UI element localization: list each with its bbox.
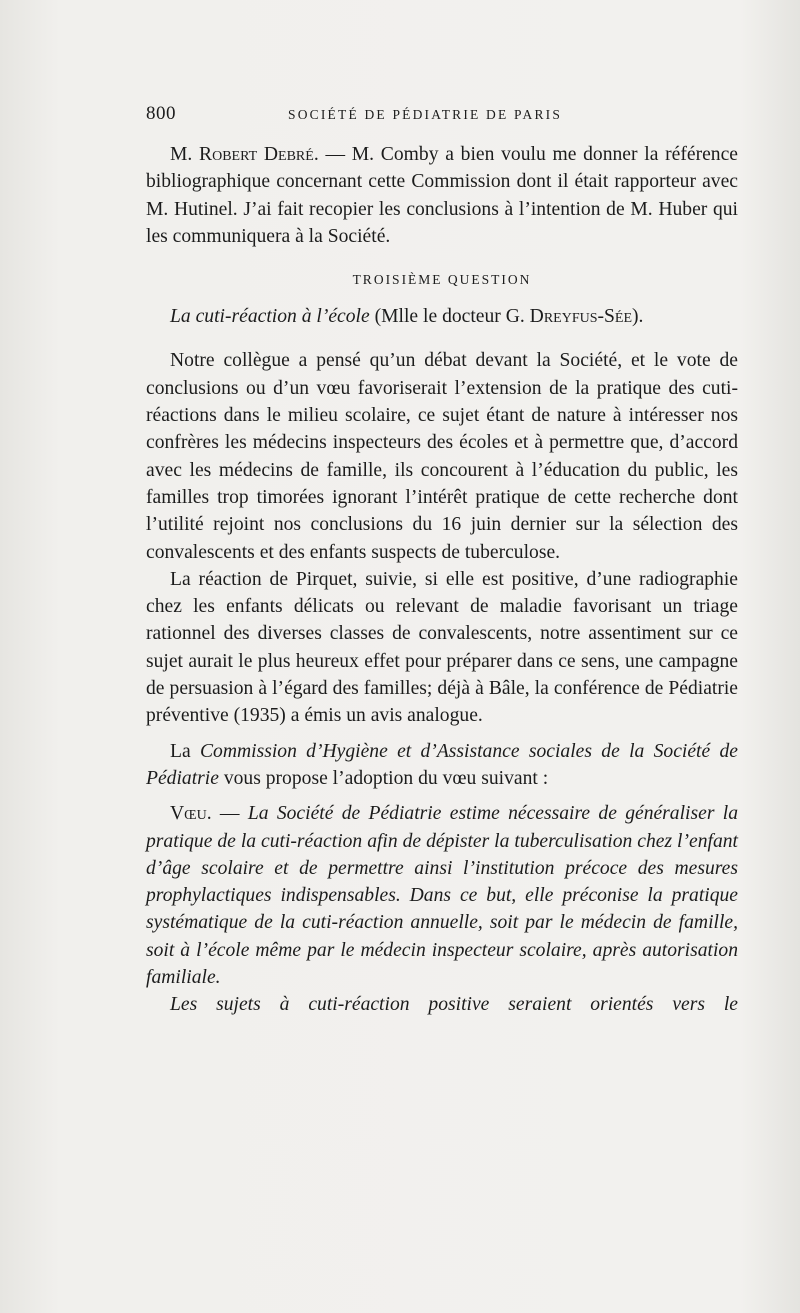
paragraph-pirquet: La réaction de Pirquet, suivie, si elle est positive, d’une radiographie chez les enfants délicats ou relevant de maladie favorisant un triage rationnel des diverses classes de convalescents, notre assentiment sur ce sujet aurait le plus heureux effet pour préparer dans ce sens, une campagne de persuasion à l’égard des familles; déjà à Bâle, la conférence de Pédiatrie préventive (1935) a émis un avis analogue. — [146, 568, 738, 727]
question-heading: TROISIÈME QUESTION — [352, 272, 532, 288]
sujets-text: Les sujets à cuti-réaction positive seraient orientés vers le — [170, 994, 738, 1016]
page-header — [146, 103, 738, 131]
commission-end: vous propose l’adoption du vœu suivant : — [218, 767, 549, 789]
running-head: SOCIÉTÉ DE PÉDIATRIE DE PARIS — [288, 107, 563, 122]
commission-italic: Commission d’Hygiène et d’Assistance sociales de la Société de Pédiatrie — [146, 740, 738, 789]
paragraph-debre-text: — M. Comby a bien voulu me donner la référence bibliographique concernant cette Commission dont il était rapporteur avec M. Hutinel. J’ai fait recopier les conclusions à l’intention de M. Huber qui les communiquera à la Société. — [146, 144, 738, 247]
commission-start: La — [170, 740, 200, 762]
paragraph-voeu — [146, 800, 738, 991]
paragraph-commission — [146, 738, 738, 793]
paragraph-sujets — [146, 991, 738, 1018]
page-number: 800 — [146, 103, 176, 124]
question-title — [146, 303, 738, 330]
speaker-name: M. Robert Debré. — [170, 144, 319, 165]
body-text — [146, 141, 738, 1019]
question-title-part1: (Mlle le docteur G. — [369, 306, 530, 328]
spacer — [146, 330, 738, 347]
paragraph-debre — [146, 141, 738, 250]
voeu-dash: — — [211, 803, 248, 825]
spacer — [146, 730, 738, 738]
paragraph-debate: Notre collègue a pensé qu’un débat devant la Société, et le vote de conclusions ou d’un vœu favoriserait l’extension de la pratique des cuti-réactions dans le milieu scolaire, ce sujet étant de nature à intéresser nos confrères les médecins inspecteurs des écoles et à permettre que, d’accord avec les médecins de famille, ils concourent à l’éducation du public, les familles trop timorées ignorant l’intérêt pratique de cette recherche dont l’utilité rejoint nos conclusions du 16 juin dernier sur la sélection des convalescents et des enfants suspects de tuberculose. — [146, 350, 738, 563]
question-author: Dreyfus-Sée — [529, 306, 633, 328]
voeu-text: La Société de Pédiatrie estime nécessaire de généraliser la pratique de la cuti-réaction afin de dépister la tuberculisation chez l’enfant d’âge scolaire et de permettre ainsi l’institution précoce des mesures prophylactiques indispensables. Dans ce but, elle préconise la pratique systématique de la cuti-réaction annuelle, soit par le médecin de famille, soit à l’école même par le médecin inspecteur scolaire, après autorisation familiale. — [146, 803, 738, 989]
spacer — [146, 792, 738, 800]
question-title-italic: La cuti-réaction à l’école — [170, 306, 370, 328]
voeu-label: Vœu. — [170, 803, 212, 825]
question-title-part2: ). — [632, 306, 644, 328]
